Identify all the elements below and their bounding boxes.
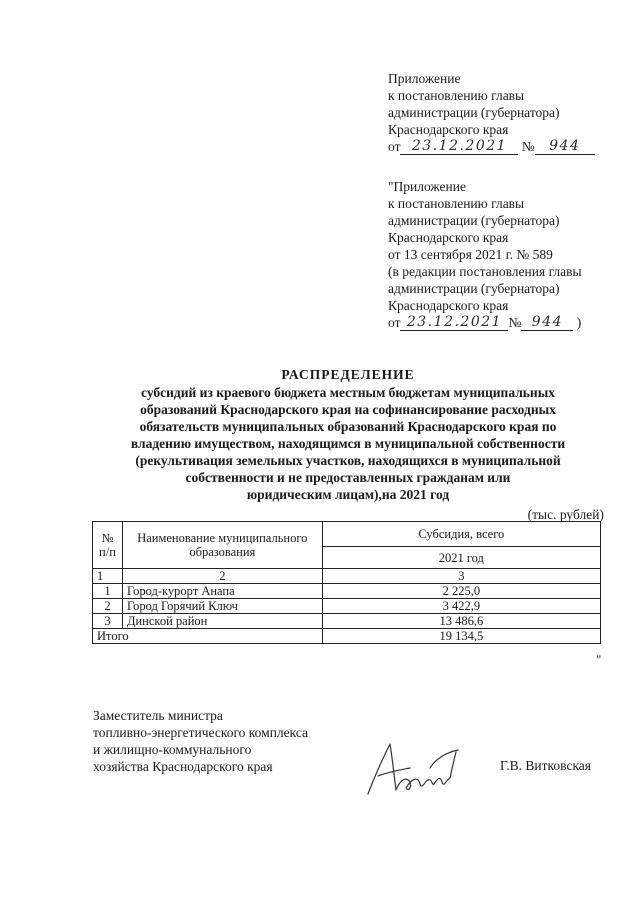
handwritten-number: 944: [521, 314, 573, 331]
appendix-line: Краснодарского края: [388, 230, 509, 245]
row-name: Город Горячий Ключ: [122, 599, 322, 614]
row-num: 2: [93, 599, 123, 614]
appendix-line: Приложение: [388, 71, 461, 86]
row-value: 13 486,6: [322, 614, 600, 629]
total-value: 19 134,5: [322, 629, 600, 644]
table-total-row: [93, 629, 601, 644]
row-num: 3: [93, 614, 123, 629]
appendix-line: администрации (губернатора): [388, 281, 560, 296]
closing-quote: ": [596, 652, 602, 667]
title-line: собственности и не предоставленных гражданам или: [185, 470, 511, 485]
table-header-row: [93, 522, 601, 547]
header-name: Наименование муниципального образования: [122, 522, 322, 569]
number-label: №: [508, 315, 522, 330]
handwritten-number: 944: [535, 138, 595, 155]
title-line: субсидий из краевого бюджета местным бюджетам муниципальных: [141, 385, 555, 400]
appendix-date-line: [388, 314, 582, 331]
title-line: обязательств муниципальных образований Краснодарского края по: [139, 419, 557, 434]
signer-line: топливно-энергетического комплекса: [93, 725, 309, 740]
appendix-line: Краснодарского края: [388, 122, 509, 137]
row-name: Город-курорт Анапа: [122, 584, 322, 599]
from-label: от: [388, 139, 401, 154]
appendix-line: (в редакции постановления главы: [388, 264, 582, 279]
handwritten-date: 23.12.2021: [400, 314, 508, 331]
signer-name: Г.В. Витковская: [500, 758, 592, 773]
column-number: 2: [122, 569, 322, 584]
appendix-line: к постановлению главы: [388, 196, 525, 211]
row-num: 1: [93, 584, 123, 599]
document-title-block: [88, 366, 608, 503]
signer-line: хозяйства Краснодарского края: [93, 759, 273, 774]
header-year: 2021 год: [322, 547, 600, 569]
appendix-line: Краснодарского края: [388, 298, 509, 313]
header-subsidy: Субсидия, всего: [322, 522, 600, 547]
units-label: (тыс. рублей): [527, 507, 604, 522]
table-row: [93, 614, 601, 629]
appendix-line: "Приложение: [388, 179, 466, 194]
closing-paren: ): [576, 315, 582, 330]
table-row: [93, 599, 601, 614]
title-line: владению имуществом, находящимся в муниципальной собственности: [130, 436, 566, 451]
signer-line: и жилищно-коммунального: [93, 742, 252, 757]
title-line: образований Краснодарского края на софинансирование расходных: [140, 402, 556, 417]
number-label: №: [521, 139, 535, 154]
document-title: РАСПРЕДЕЛЕНИЕ: [281, 367, 415, 382]
appendix-line: от 13 сентября 2021 г. № 589: [388, 247, 553, 262]
handwritten-signature: [360, 738, 465, 806]
handwritten-date: 23.12.2021: [400, 138, 518, 155]
from-label: от: [388, 315, 401, 330]
row-value: 3 422,9: [322, 599, 600, 614]
appendix-line: администрации (губернатора): [388, 105, 560, 120]
column-number-row: [93, 569, 601, 584]
prior-appendix-header: [388, 178, 582, 331]
table-row: [93, 584, 601, 599]
appendix-header: [388, 70, 595, 155]
distribution-table: [92, 521, 601, 644]
header-num: № п/п: [93, 522, 123, 569]
row-name: Динской район: [122, 614, 322, 629]
appendix-line: к постановлению главы: [388, 88, 525, 103]
row-value: 2 225,0: [322, 584, 600, 599]
column-number: 1: [93, 569, 123, 584]
appendix-date-line: [388, 138, 595, 155]
appendix-line: администрации (губернатора): [388, 213, 560, 228]
title-line: юридическим лицам),на 2021 год: [246, 487, 450, 502]
signer-title: [93, 707, 308, 775]
signer-line: Заместитель министра: [93, 708, 223, 723]
total-label: Итого: [93, 629, 323, 644]
title-line: (рекультивация земельных участков, находящихся в муниципальной: [135, 453, 561, 468]
column-number: 3: [322, 569, 600, 584]
